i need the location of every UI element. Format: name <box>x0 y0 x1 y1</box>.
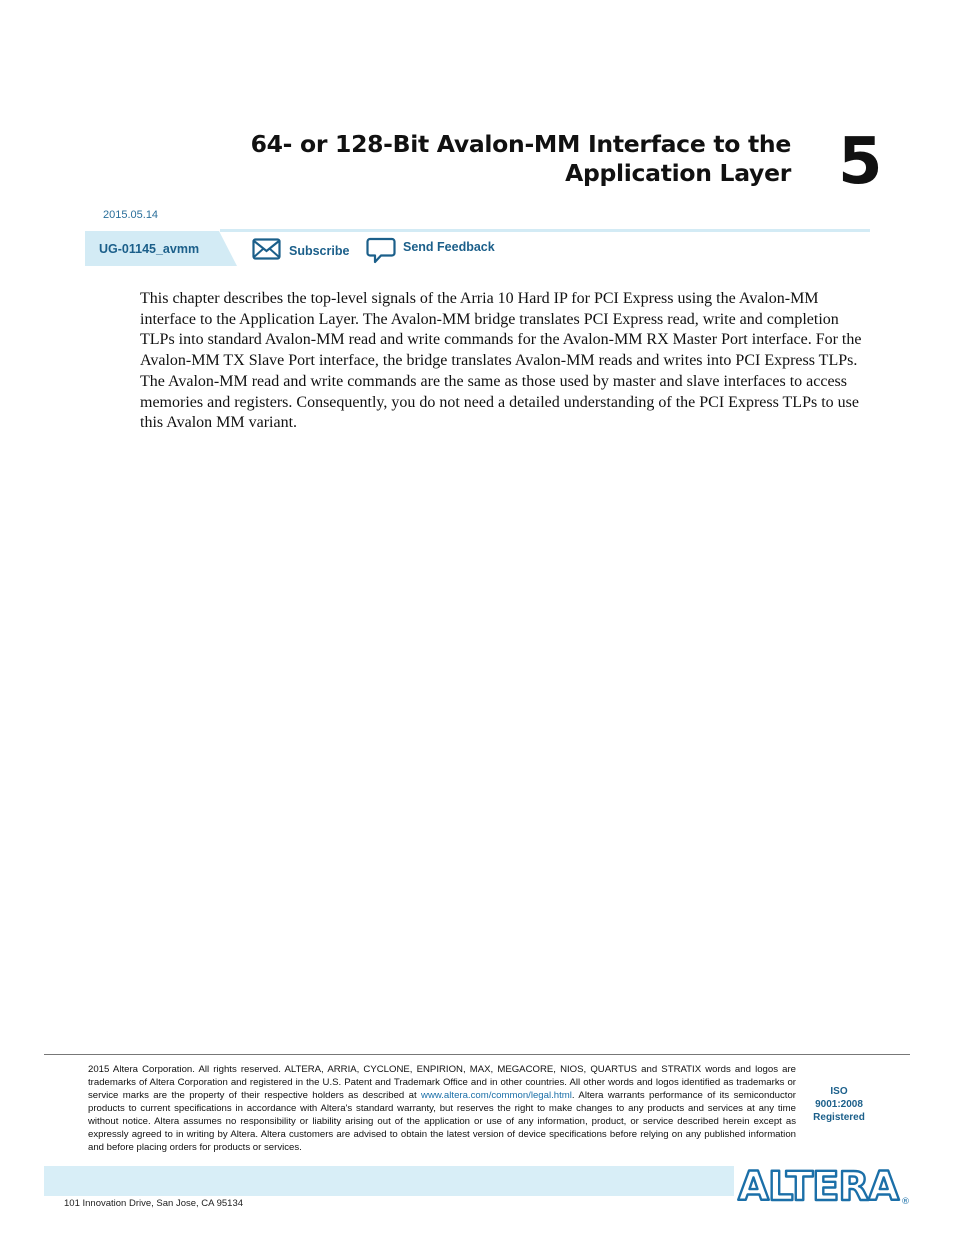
iso-line-1: ISO <box>830 1086 848 1097</box>
envelope-icon[interactable] <box>252 238 281 265</box>
doc-id: UG-01145_avmm <box>99 242 200 256</box>
chapter-title-line-2: Application Layer <box>565 159 791 187</box>
iso-line-3: Registered <box>813 1112 865 1123</box>
company-address: 101 Innovation Drive, San Jose, CA 95134 <box>64 1198 244 1209</box>
legal-text-1: 2015 Altera Corporation. All rights reserved. ALTERA, ARRIA, CYCLONE, ENPIRION, MAX, MEGACORE, NIOS, QUARTUS and STRATIX words and logos are trademarks of Altera Corporation and registered in the U.S. Patent and Trademark Office and in other countries. All other words and logos identified as trademarks or service marks are the property of their respective holders as described at <box>88 1064 796 1101</box>
iso-line-2: 9001:2008 <box>815 1099 863 1110</box>
chapter-title <box>251 130 791 188</box>
altera-logo <box>735 1163 915 1212</box>
logo-wordmark: ALTERA <box>738 1164 899 1207</box>
speech-bubble-icon[interactable] <box>366 237 396 270</box>
iso-registration <box>803 1085 875 1124</box>
subscribe-link[interactable]: Subscribe <box>289 244 350 258</box>
revision-date: 2015.05.14 <box>103 209 159 221</box>
intro-paragraph: This chapter describes the top-level signals of the Arria 10 Hard IP for PCI Express using the Avalon-MM interface to the Application Layer. The Avalon-MM bridge translates PCI Express read, write and completion TLPs into standard Avalon-MM read and write commands for the Avalon-MM RX Master Port interface. For the Avalon-MM TX Slave Port interface, the bridge translates Avalon-MM reads and writes into PCI Express TLPs. The Avalon-MM read and write commands are the same as those used by master and slave interfaces to access memories and registers. Consequently, you do not need a detailed understanding of the PCI Express TLPs to use this Avalon MM variant. <box>140 290 862 432</box>
legal-url-link[interactable]: www.altera.com/common/legal.html <box>421 1090 572 1101</box>
footer-band <box>44 1166 734 1196</box>
registered-mark: ® <box>901 1197 910 1207</box>
legal-notice <box>88 1063 796 1154</box>
chapter-title-line-1: 64- or 128-Bit Avalon-MM Interface to the <box>250 130 791 158</box>
legal-text-2: . Altera warrants performance of its semiconductor products to current specifications in accordance with Altera's standard warranty, but reserves the right to make changes to any products and services at any time without notice. Altera assumes no responsibility or liability arising out of the application or use of any information, product, or service described herein except as expressly agreed to in writing by Altera. Altera customers are advised to obtain the latest version of device specifications before relying on any published information and before placing orders for products or services. <box>88 1090 796 1153</box>
chapter-number: 5 <box>838 125 883 199</box>
header-rule <box>220 229 870 232</box>
send-feedback-link[interactable]: Send Feedback <box>403 240 495 254</box>
footer-rule <box>44 1054 910 1055</box>
